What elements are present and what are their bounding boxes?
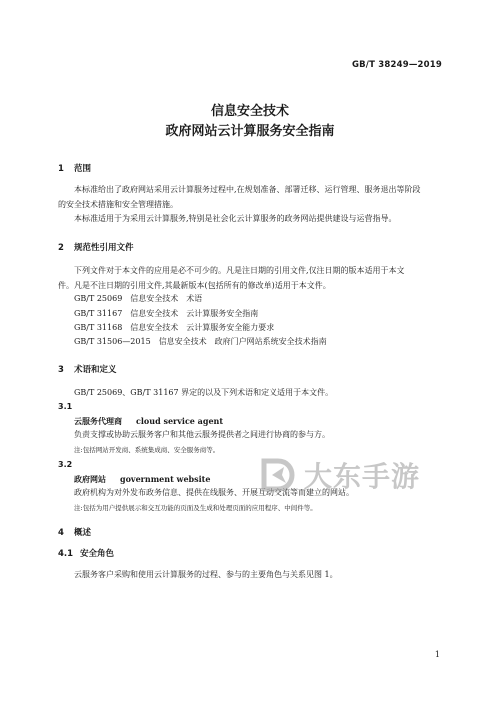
reference-code: GB/T 31168 bbox=[74, 323, 123, 332]
section-number: 2 bbox=[58, 243, 64, 253]
section-title: 范围 bbox=[74, 164, 92, 174]
text-line: 云服务客户采购和使用云计算服务的过程、参与的主要角色与关系见图 1。 bbox=[74, 570, 338, 579]
subsection-number: 4.1 bbox=[58, 549, 74, 559]
subsection-title: 安全角色 bbox=[80, 549, 115, 559]
text-line: 政府机构为对外发布政务信息、提供在线服务、开展互动交流等而建立的网站。 bbox=[74, 488, 354, 497]
section-1-paragraph-1 bbox=[58, 183, 448, 227]
section-number: 3 bbox=[58, 365, 64, 375]
section-number: 1 bbox=[58, 164, 64, 174]
reference-code: GB/T 31506—2015 bbox=[74, 337, 151, 346]
term-heading bbox=[74, 474, 210, 485]
text-line: 的安全技术措施和安全管理措施。 bbox=[58, 199, 178, 209]
term-heading bbox=[74, 416, 223, 427]
reference-code: GB/T 31167 bbox=[74, 309, 123, 318]
section-2-heading bbox=[58, 241, 134, 253]
term-name-zh: 政府网站 bbox=[74, 475, 106, 484]
reference-item bbox=[74, 336, 327, 347]
reference-item bbox=[74, 293, 202, 304]
reference-title: 信息安全技术 云计算服务安全指南 bbox=[130, 309, 259, 318]
text-line: GB/T 25069、GB/T 31167 界定的以及下列术语和定义适用于本文件。 bbox=[74, 388, 334, 397]
term-name-en: cloud service agent bbox=[136, 416, 224, 426]
term-number: 3.2 bbox=[58, 460, 73, 469]
watermark-text: 大东手游 bbox=[304, 460, 421, 493]
reference-item bbox=[74, 322, 274, 333]
section-title: 规范性引用文件 bbox=[74, 243, 134, 253]
text-line: 本标准适用于为采用云计算服务,特别是社会化云计算服务的政务网站提供建设与运营指导。 bbox=[74, 214, 397, 223]
section-number: 4 bbox=[58, 528, 64, 538]
text-line: 件。凡是不注日期的引用文件,其最新版本(包括所有的修改单)适用于本文件。 bbox=[58, 280, 331, 290]
text-line: 本标准给出了政府网站采用云计算服务过程中,在规划准备、部署迁移、运行管理、服务退出等阶段 bbox=[74, 185, 421, 194]
section-2-paragraph-1 bbox=[58, 264, 448, 293]
watermark-logo-icon bbox=[258, 455, 298, 495]
title-line-1: 信息安全技术 bbox=[210, 104, 289, 119]
watermark bbox=[258, 450, 438, 500]
reference-item bbox=[74, 308, 258, 319]
subsection-4-1-heading bbox=[58, 547, 114, 559]
term-definition bbox=[74, 428, 464, 443]
title-line-2: 政府网站云计算服务安全指南 bbox=[165, 124, 335, 139]
document-title bbox=[0, 102, 500, 142]
term-note: 注:包括网站开发商、系统集成商、安全服务商等。 bbox=[74, 446, 220, 454]
section-4-heading bbox=[58, 526, 91, 538]
term-name-zh: 云服务代理商 bbox=[74, 417, 122, 426]
term-note: 注:包括为用户提供展示和交互功能的页面及生成和处理页面的应用程序、中间件等。 bbox=[74, 504, 317, 512]
section-3-heading bbox=[58, 363, 117, 375]
reference-title: 信息安全技术 术语 bbox=[130, 294, 203, 303]
term-number: 3.1 bbox=[58, 402, 73, 411]
section-title: 概述 bbox=[74, 528, 92, 538]
reference-code: GB/T 25069 bbox=[74, 294, 123, 303]
term-name-en: government website bbox=[120, 474, 211, 484]
standard-code: GB/T 38249—2019 bbox=[351, 60, 442, 70]
section-3-intro bbox=[58, 386, 448, 401]
text-line: 负责支撑或协助云服务客户和其他云服务提供者之间进行协商的参与方。 bbox=[74, 430, 330, 439]
page-number: 1 bbox=[434, 650, 440, 659]
text-line: 下列文件对于本文件的应用是必不可少的。凡是注日期的引用文件,仅注日期的版本适用于本文 bbox=[74, 266, 405, 275]
section-title: 术语和定义 bbox=[74, 365, 117, 375]
section-1-heading bbox=[58, 162, 91, 174]
reference-title: 信息安全技术 政府门户网站系统安全技术指南 bbox=[158, 337, 327, 346]
section-4-1-paragraph bbox=[58, 568, 448, 583]
reference-title: 信息安全技术 云计算服务安全能力要求 bbox=[130, 323, 275, 332]
